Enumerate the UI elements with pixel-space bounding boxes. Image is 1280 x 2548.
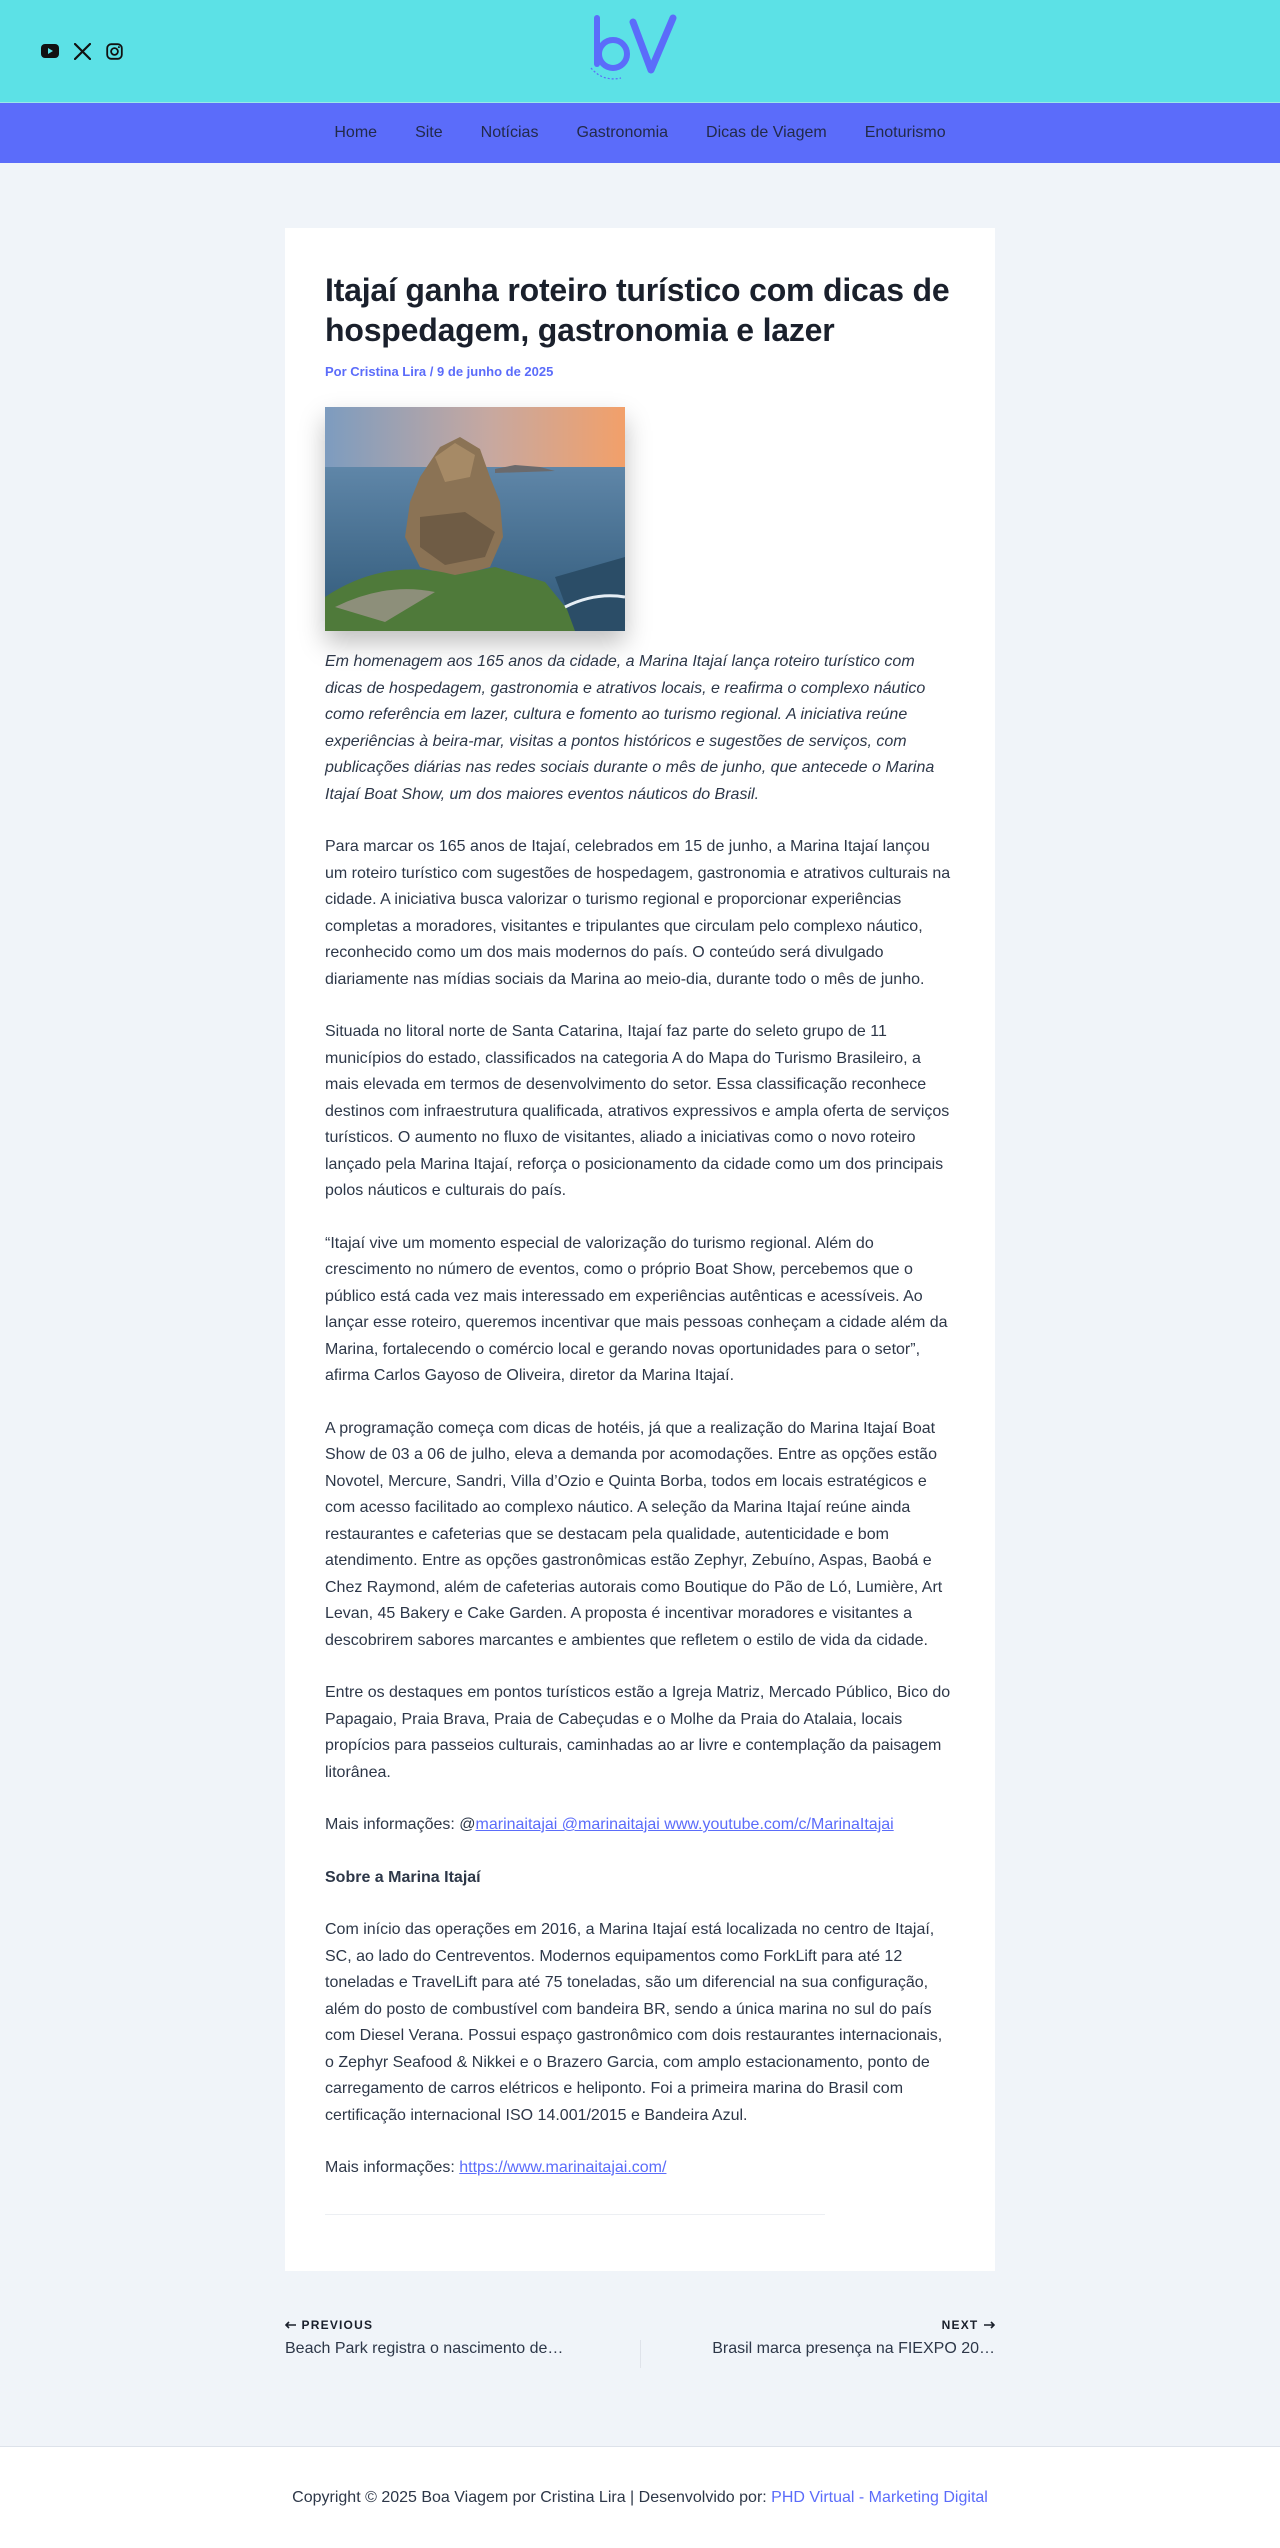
x-icon[interactable]	[72, 41, 92, 61]
instagram-icon[interactable]	[104, 41, 124, 61]
more-info-line-2	[325, 2155, 955, 2182]
nav-item-dicas-de-viagem[interactable]: Dicas de Viagem	[706, 124, 827, 141]
more-info-line	[325, 1812, 955, 1839]
post-navigation	[285, 2318, 995, 2358]
about-heading: Sobre a Marina Itajaí	[325, 1868, 481, 1886]
site-footer	[0, 2446, 1280, 2548]
next-label-text: NEXT	[941, 2318, 979, 2332]
nav-item-gastronomia[interactable]: Gastronomia	[576, 124, 669, 141]
more-info-label: Mais informações: @	[325, 1816, 476, 1833]
website-link[interactable]: https://www.marinaitajai.com/	[459, 2159, 667, 2176]
nav-item-site[interactable]: Site	[415, 124, 443, 141]
article-divider	[325, 2214, 825, 2215]
article-meta	[325, 364, 955, 379]
main-nav	[0, 103, 1280, 163]
next-post-title: Brasil marca presença na FIEXPO 20…	[712, 2340, 995, 2357]
previous-post-title: Beach Park registra o nascimento de…	[285, 2340, 564, 2357]
paragraph: A programação começa com dicas de hotéis, já que a realização do Marina Itajaí Boat Show de 03 a 06 de julho, eleva a demanda por acomodações. Entre as opções estão Novotel, Mercure, Sandri, Villa d’Ozio e Quinta Borba, todos em locais estratégicos e com acesso facilitado ao complexo náutico. A seleção da Marina Itajaí reúne ainda restaurantes e cafeterias que se destacam pela qualidade, autenticidade e bom atendimento. Entre as opções gastronômicas estão Zephyr, Zebuíno, Aspas, Baobá e Chez Raymond, além de cafeterias autorais como Boutique do Pão de Ló, Lumière, Art Levan, 45 Bakery e Cake Garden. A proposta é incentivar moradores e visitantes a descobrirem sabores marcantes e ambientes que refletem o estilo de vida da cidade.	[325, 1419, 943, 1649]
nav-item-home[interactable]: Home	[334, 124, 378, 141]
social-links	[40, 41, 124, 61]
site-logo[interactable]	[585, 12, 685, 88]
developer-link[interactable]: PHD Virtual - Marketing Digital	[771, 2488, 988, 2506]
nav-item-enoturismo[interactable]: Enoturismo	[864, 124, 946, 141]
date-link[interactable]: 9 de junho de 2025	[437, 364, 554, 379]
next-label	[675, 2318, 995, 2332]
author-prefix: Por	[325, 364, 347, 379]
youtube-icon[interactable]	[40, 41, 60, 61]
arrow-left-icon	[285, 2318, 302, 2332]
paragraph: Situada no litoral norte de Santa Catarina, Itajaí faz parte do seleto grupo de 11 municípios do estado, classificados na categoria A do Mapa do Turismo Brasileiro, a mais elevada em termos de desenvolvimento do setor. Essa classificação reconhece destinos com infraestrutura qualificada, atrativos expressivos e ampla oferta de serviços turísticos. O aumento no fluxo de visitantes, aliado a iniciativas como o novo roteiro lançado pela Marina Itajaí, reforça o posicionamento da cidade como um dos principais polos náuticos e culturais do país.	[325, 1023, 950, 1199]
article-body	[325, 649, 955, 2182]
previous-label	[285, 2318, 605, 2332]
paragraph: Para marcar os 165 anos de Itajaí, celebrados em 15 de junho, a Marina Itajaí lançou um roteiro turístico com sugestões de hospedagem, gastronomia e atrativos culturais na cidade. A iniciativa busca valorizar o turismo regional e proporcionar experiências completas a moradores, visitantes e tripulantes que circulam pelo complexo náutico, reconhecido como um dos mais modernos do país. O conteúdo será divulgado diariamente nas mídias sociais da Marina ao meio-dia, durante todo o mês de junho.	[325, 838, 951, 988]
article-image	[325, 407, 625, 631]
paragraph: Com início das operações em 2016, a Marina Itajaí está localizada no centro de Itajaí, SC, ao lado do Centreventos. Modernos equipamentos como ForkLift para até 12 toneladas e TravelLift para até 75 toneladas, são um diferencial na sua configuração, além do posto de combustível com bandeira BR, sendo a única marina no sul do país com Diesel Verana. Possui espaço gastronômico com dois restaurantes internacionais, o Zephyr Seafood & Nikkei e o Brazero Garcia, com amplo estacionamento, ponto de carregamento de carros elétricos e heliponto. Foi a primeira marina do Brasil com certificação internacional ISO 14.001/2015 e Bandeira Azul.	[325, 1921, 943, 2124]
social-handles-link[interactable]: marinaitajai @marinaitajai www.youtube.com/c/MarinaItajai	[475, 1816, 894, 1833]
paragraph: Entre os destaques em pontos turísticos estão a Igreja Matriz, Mercado Público, Bico do Papagaio, Praia Brava, Praia de Cabeçudas e o Molhe da Praia do Atalaia, locais propícios para passeios culturais, caminhadas ao ar livre e contemplação da paisagem litorânea.	[325, 1684, 951, 1781]
meta-separator: /	[429, 364, 434, 379]
nav-item-noticias[interactable]: Notícias	[480, 124, 539, 141]
author-link[interactable]: Cristina Lira	[350, 364, 427, 379]
article-lead: Em homenagem aos 165 anos da cidade, a Marina Itajaí lança roteiro turístico com dicas de hospedagem, gastronomia e atrativos locais, e reafirma o complexo náutico como referência em lazer, cultura e fomento ao turismo regional. A iniciativa reúne experiências à beira-mar, visitas a pontos históricos e sugestões de serviços, com publicações diárias nas redes sociais durante o mês de junho, que antecede o Marina Itajaí Boat Show, um dos maiores eventos náuticos do Brasil.	[325, 653, 935, 803]
post-nav-separator	[640, 2340, 641, 2368]
more-info-label-2: Mais informações:	[325, 2159, 460, 2176]
arrow-right-icon	[983, 2318, 995, 2332]
paragraph: “Itajaí vive um momento especial de valorização do turismo regional. Além do crescimento no número de eventos, como o próprio Boat Show, percebemos que o público está cada vez mais interessado em experiências autênticas e acessíveis. Ao lançar esse roteiro, queremos incentivar que mais pessoas conheçam a cidade além da Marina, fortalecendo o comércio local e gerando novas oportunidades para o setor”, afirma Carlos Gayoso de Oliveira, diretor da Marina Itajaí.	[325, 1234, 948, 1384]
article-card	[285, 228, 995, 2271]
previous-label-text: PREVIOUS	[301, 2318, 374, 2332]
site-header	[0, 0, 1280, 103]
about-heading-line	[325, 1865, 955, 1892]
copyright-text: Copyright © 2025 Boa Viagem por Cristina Lira | Desenvolvido por:	[292, 2488, 767, 2506]
previous-post-link[interactable]	[285, 2318, 605, 2358]
article-title: Itajaí ganha roteiro turístico com dicas de hospedagem, gastronomia e lazer	[325, 272, 950, 348]
next-post-link[interactable]	[675, 2318, 995, 2358]
